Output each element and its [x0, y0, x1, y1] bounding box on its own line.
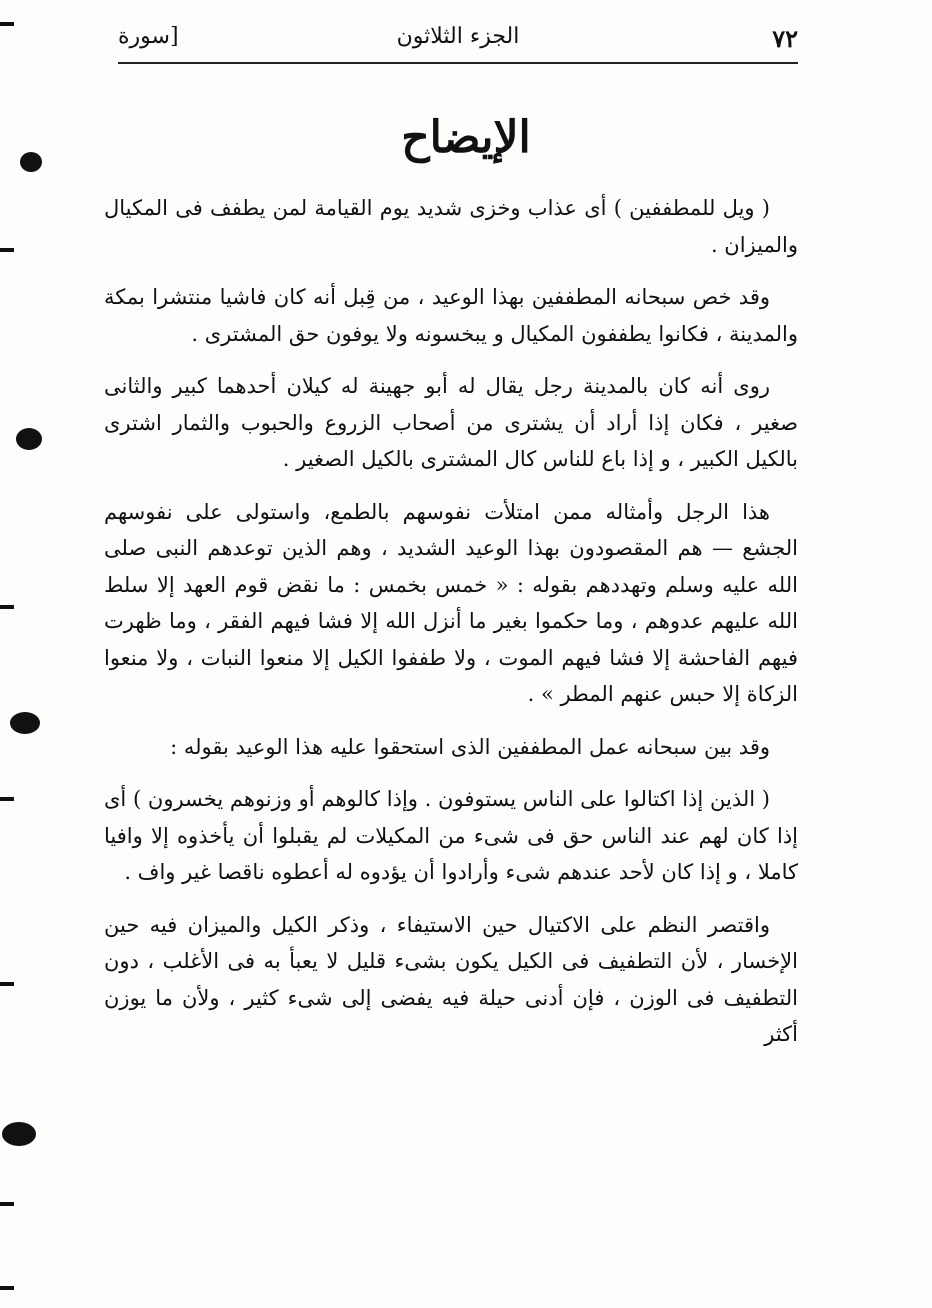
scan-mark — [0, 605, 14, 609]
section-title: الإيضاح — [401, 112, 531, 163]
scan-mark — [10, 712, 40, 734]
body-text — [104, 190, 798, 1053]
juz-title: الجزء الثلاثون — [396, 24, 520, 49]
page-number: ٧٢ — [772, 24, 798, 53]
paragraph: ( الذين إذا اكتالوا على الناس يستوفون . وإذا كالوهم أو وزنوهم يخسرون ) أى إذا كان لهم عند الناس حق فى شىء من المكيلات لم يقبلوا أن يأخذوه إلا وافيا كاملا ، و إذا كان لأحد عندهم شىء وأرادوا أن يؤدوه له أعطوه ناقصا غير واف . — [104, 787, 798, 884]
scan-mark — [2, 1122, 36, 1146]
paragraph: هذا الرجل وأمثاله ممن امتلأت نفوسهم بالطمع، واستولى على نفوسهم الجشع — هم المقصودون بهذا الوعيد الشديد ، وهم الذين توعدهم النبى صلى الله عليه وسلم وتهددهم بقوله : « خمس بخمس : ما نقض قوم العهد إلا سلط الله عليهم عدوهم ، وما حكموا بغير ما أنزل الله إلا فشا فيهم الفقر ، وما ظهرت فيهم الفاحشة إلا فشا فيهم الموت ، ولا طففوا الكيل إلا منعوا النبات ، ولا منعوا الزكاة إلا حبس عنهم المطر » . — [104, 499, 798, 706]
scan-mark — [0, 1286, 14, 1290]
paragraph: روى أنه كان بالمدينة رجل يقال له أبو جهينة له كيلان أحدهما كبير والثانى صغير ، فكان إذا أراد أن يشترى من أصحاب الزروع والحبوب والثمار اشترى بالكيل الكبير ، و إذا باع للناس كال المشترى بالكيل الصغير . — [104, 374, 798, 471]
running-header — [118, 18, 798, 60]
scan-mark — [16, 428, 42, 450]
paragraph: واقتصر النظم على الاكتيال حين الاستيفاء ، وذكر الكيل والميزان فيه حين الإخسار ، لأن التطفيف فى الكيل يكون بشىء قليل لا يعبأ به فى الأغلب ، دون التطفيف فى الوزن ، فإن أدنى حيلة فيه يفضى إلى شىء كثير ، ولأن ما يوزن أكثر — [104, 912, 798, 1046]
scan-mark — [20, 152, 42, 172]
paragraph: وقد خص سبحانه المطففين بهذا الوعيد ، من قِبل أنه كان فاشيا منتشرا بمكة والمدينة ، فكانوا يطففون المكيال و يبخسونه ولا يوفون حق المشترى . — [104, 285, 798, 346]
scan-mark — [0, 1202, 14, 1206]
paragraph: وقد بين سبحانه عمل المطففين الذى استحقوا عليه هذا الوعيد بقوله : — [170, 734, 770, 759]
scan-mark — [0, 797, 14, 801]
surah-label: [سورة — [118, 24, 179, 49]
scan-mark — [0, 982, 14, 986]
scan-mark — [0, 248, 14, 252]
header-rule — [118, 62, 798, 64]
scan-mark — [0, 22, 14, 26]
paragraph: ( ويل للمطففين ) أى عذاب وخزى شديد يوم القيامة لمن يطفف فى المكيال والميزان . — [104, 196, 798, 257]
